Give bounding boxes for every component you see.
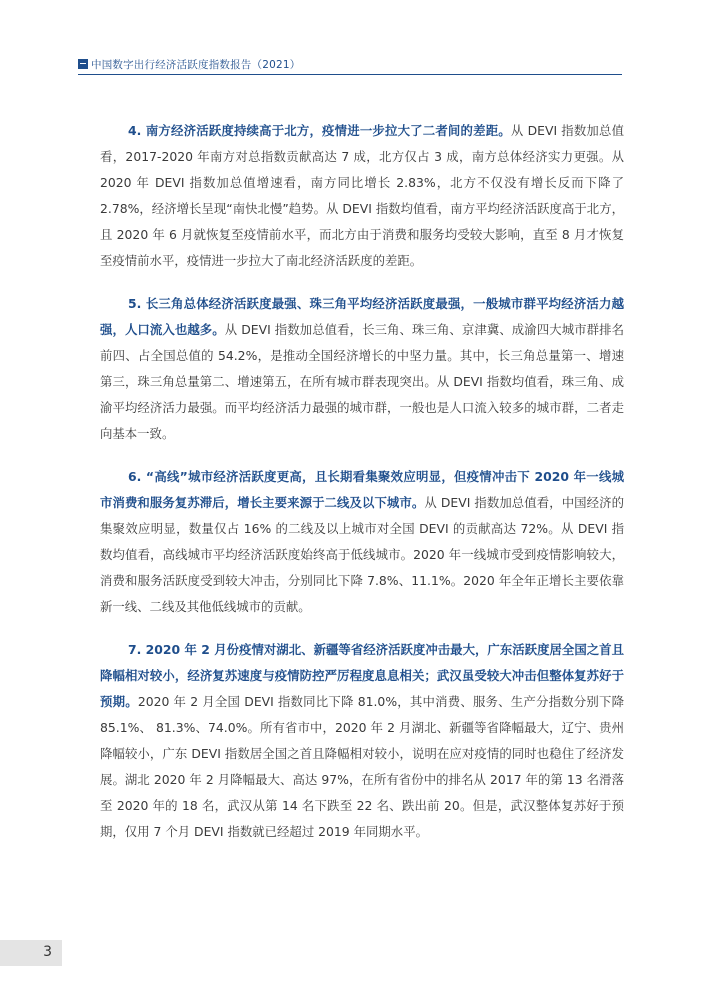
- page-number-box: [0, 940, 62, 966]
- paragraph-4: [100, 118, 624, 274]
- paragraph-6: [100, 464, 624, 620]
- paragraph-5-lead: 5. 长三角总体经济活跃度最强、珠三角平均经济活跃度最强，一般城市群平均经济活力越强，人口流入也越多。: [100, 296, 624, 337]
- page-number: 3: [43, 944, 52, 960]
- book-icon: [78, 59, 88, 69]
- page-header: [78, 56, 300, 72]
- paragraph-7-lead: 7. 2020 年 2 月份疫情对湖北、新疆等省经济活跃度冲击最大，广东活跃度居全国之首且降幅相对较小，经济复苏速度与疫情防控严厉程度息息相关；武汉虽受较大冲击但整体复苏好于预期。: [100, 642, 624, 709]
- paragraph-5-body: 从 DEVI 指数加总值看，长三角、珠三角、京津冀、成渝四大城市群排名前四、占全国总值的 54.2%，是推动全国经济增长的中坚力量。其中，长三角总量第一、增速第三，珠三角总量第二、增速第五，在所有城市群表现突出。从 DEVI 指数均值看，珠三角、成渝平均经济活力最强。而平均经济活力最强的城市群，一般也是人口流入较多的城市群，二者走向基本一致。: [100, 322, 624, 441]
- paragraph-5: [100, 291, 624, 447]
- paragraph-7: [100, 637, 624, 845]
- main-content: [100, 118, 624, 862]
- paragraph-7-body: 2020 年 2 月全国 DEVI 指数同比下降 81.0%，其中消费、服务、生产分指数分别下降 85.1%、 81.3%、74.0%。所有省市中，2020 年 2 月湖北、新疆等省降幅最大，辽宁、贵州降幅较小，广东 DEVI 指数居全国之首且降幅相对较小，说明在应对疫情的同时也稳住了经济发展。湖北 2020 年 2 月降幅最大、高达 97%，在所有省份中的排名从 2017 年的第 13 名滑落至 2020 年的 18 名，武汉从第 14 名下跌至 22 名、跌出前 20。但是，武汉整体复苏好于预期，仅用 7 个月 DEVI 指数就已经超过 2019 年同期水平。: [100, 694, 624, 839]
- paragraph-6-lead: 6. “高线”城市经济活跃度更高，且长期看集聚效应明显，但疫情冲击下 2020 年一线城市消费和服务复苏滞后，增长主要来源于二线及以下城市。: [100, 469, 624, 510]
- report-title: 中国数字出行经济活跃度指数报告（2021）: [91, 58, 301, 71]
- paragraph-4-lead: 4. 南方经济活跃度持续高于北方，疫情进一步拉大了二者间的差距。: [128, 123, 511, 138]
- paragraph-6-body: 从 DEVI 指数加总值看，中国经济的集聚效应明显，数量仅占 16% 的二线及以上城市对全国 DEVI 的贡献高达 72%。从 DEVI 指数均值看，高线城市平均经济活跃度始终高于低线城市。2020 年一线城市受到疫情影响较大，消费和服务活跃度受到较大冲击，分别同比下降 7.8%、11.1%。2020 年全年正增长主要依靠新一线、二线及其他低线城市的贡献。: [100, 495, 624, 614]
- header-divider: [78, 74, 622, 75]
- paragraph-4-body: 从 DEVI 指数加总值看，2017-2020 年南方对总指数贡献高达 7 成，北方仅占 3 成，南方总体经济实力更强。从 2020 年 DEVI 指数加总值增速看，南方同比增长 2.83%，北方不仅没有增长反而下降了 2.78%，经济增长呈现“南快北慢”趋势。从 DEVI 指数均值看，南方平均经济活跃度高于北方，且 2020 年 6 月就恢复至疫情前水平，而北方由于消费和服务均受较大影响，直至 8 月才恢复至疫情前水平，疫情进一步拉大了南北经济活跃度的差距。: [100, 123, 624, 268]
